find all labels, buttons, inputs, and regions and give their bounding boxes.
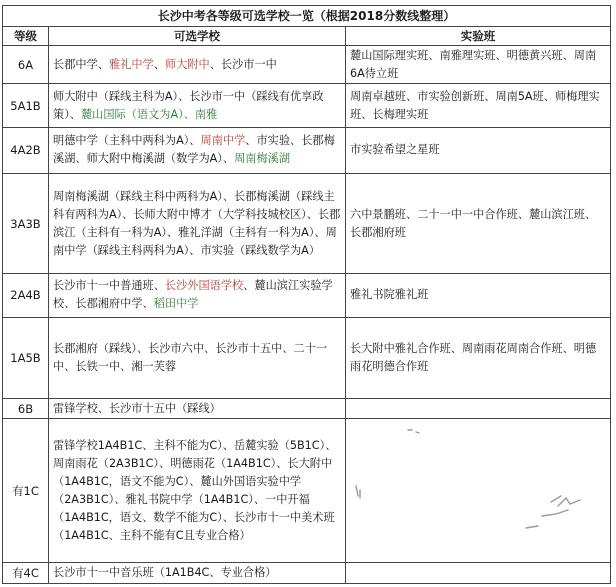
text-run: 市实验希望之星班 [350,143,440,157]
level-cell: 6B [3,398,49,419]
experimental-cell [346,563,611,584]
experimental-cell [346,419,611,563]
text-run: 长郡湘府（踩线）、长沙市六中、长沙市十五中、二十一中、长铁一中、湘一芙蓉 [53,341,328,373]
level-cell: 有4C [3,563,49,584]
schools-cell [49,128,346,173]
table-row [3,563,611,584]
text-run: 师大附中 [164,57,210,71]
level-cell: 4A2B [3,128,49,173]
level-cell: 6A [3,46,49,84]
table-row [3,84,611,128]
text-run: 、长沙市一中 [209,57,277,71]
text-run: 长沙外国语学校 [164,279,244,293]
text-run: 、 [153,57,165,71]
schools-cell [49,563,346,584]
text-run: 长沙市十一中普通班、 [53,279,165,293]
level-cell: 1A5B [3,317,49,398]
table-row [3,419,611,563]
text-run: 、市实验、长郡梅溪湖、师大附中梅溪湖（数学为A）、 [53,134,335,166]
text-run: 雷锋学校1A4B1C、主科不能为C）、岳麓实验（5B1C）、周南雨花（2A3B1C）、明德雨花（1A4B1C）、长大附中（1A4B1C，语文不能为C）、麓山外国语实验中学（2A3B1C）、雅礼书院中学（1A4B1C）、一中开福（1A4B1C，语文、数学不能为C）、长沙市十一中美术班（1A4B1C、主科不能有C且专业合格） [53,438,337,542]
text-run: 长沙市十一中音乐班（1A1B4C、专业合格） [53,566,277,580]
schools-cell [49,419,346,563]
text-run: 长郡中学、 [53,57,109,71]
schools-cell [49,46,346,84]
text-run: 雷锋学校、长沙市十五中（踩线） [53,401,221,415]
header-level: 等级 [3,26,49,46]
school-table [2,5,611,584]
header-row [3,26,611,46]
text-run: 麓山国际（语文为A）、南雅 [80,107,218,121]
table-row [3,46,611,84]
schools-cell [49,274,346,317]
text-run: 、麓山滨江实验学校、长郡湘府中学、 [53,279,333,311]
level-cell: 2A4B [3,274,49,317]
table-title: 长沙中考各等级可选学校一览（根据2018分数线整理） [3,6,611,27]
level-cell: 5A1B [3,84,49,128]
table-row [3,173,611,274]
text-run: 周南梅溪湖 [234,152,291,166]
text-run: 雅礼书院雅礼班 [350,288,429,302]
header-schools: 可选学校 [49,26,346,46]
level-cell: 有1C [3,419,49,563]
experimental-cell [346,84,611,128]
schools-cell [49,173,346,274]
text-run: 师大附中（踩线主科为A）、长沙市一中（踩线有优享政策）、 [53,89,324,121]
level-cell: 3A3B [3,173,49,274]
text-run: 六中景鹏班、二十一中一中合作班、麓山滨江班、长郡湘府班 [350,207,597,239]
experimental-cell [346,128,611,173]
table-row [3,274,611,317]
experimental-cell [346,173,611,274]
text-run: 雅礼中学 [108,57,154,71]
experimental-cell [346,317,611,398]
schools-cell [49,398,346,419]
text-run: 周南梅溪湖（踩线主科中两科为A）、长郡梅溪湖（踩线主科有两科为A）、长师大附中博才（大学科技城校区）、长郡滨江（主科有一科为A）、雅礼洋湖（主科有一科为A）、周南中学（踩线主科两科为A）、市实验（踩线数学为A） [53,189,341,257]
text-run: 麓山国际理实班、南雅理实班、明德黄兴班、周南6A待立班 [350,48,597,80]
title-row [3,6,611,27]
schools-cell [49,317,346,398]
text-run: 周南卓越班、市实验创新班、周南5A班、师梅理实班、长梅理实班 [350,89,600,121]
text-run: 长大附中雅礼合作班、周南雨花周南合作班、明德雨花明德合作班 [350,341,597,373]
header-experimental: 实验班 [346,26,611,46]
experimental-cell [346,274,611,317]
experimental-cell [346,398,611,419]
experimental-cell [346,46,611,84]
table-row [3,398,611,419]
text-run: 稻田中学 [153,297,199,311]
schools-cell [49,84,346,128]
text-run: 周南中学 [200,134,246,148]
table-row [3,317,611,398]
table-row [3,128,611,173]
text-run: 明德中学（主科中两科为A）、 [53,134,201,148]
